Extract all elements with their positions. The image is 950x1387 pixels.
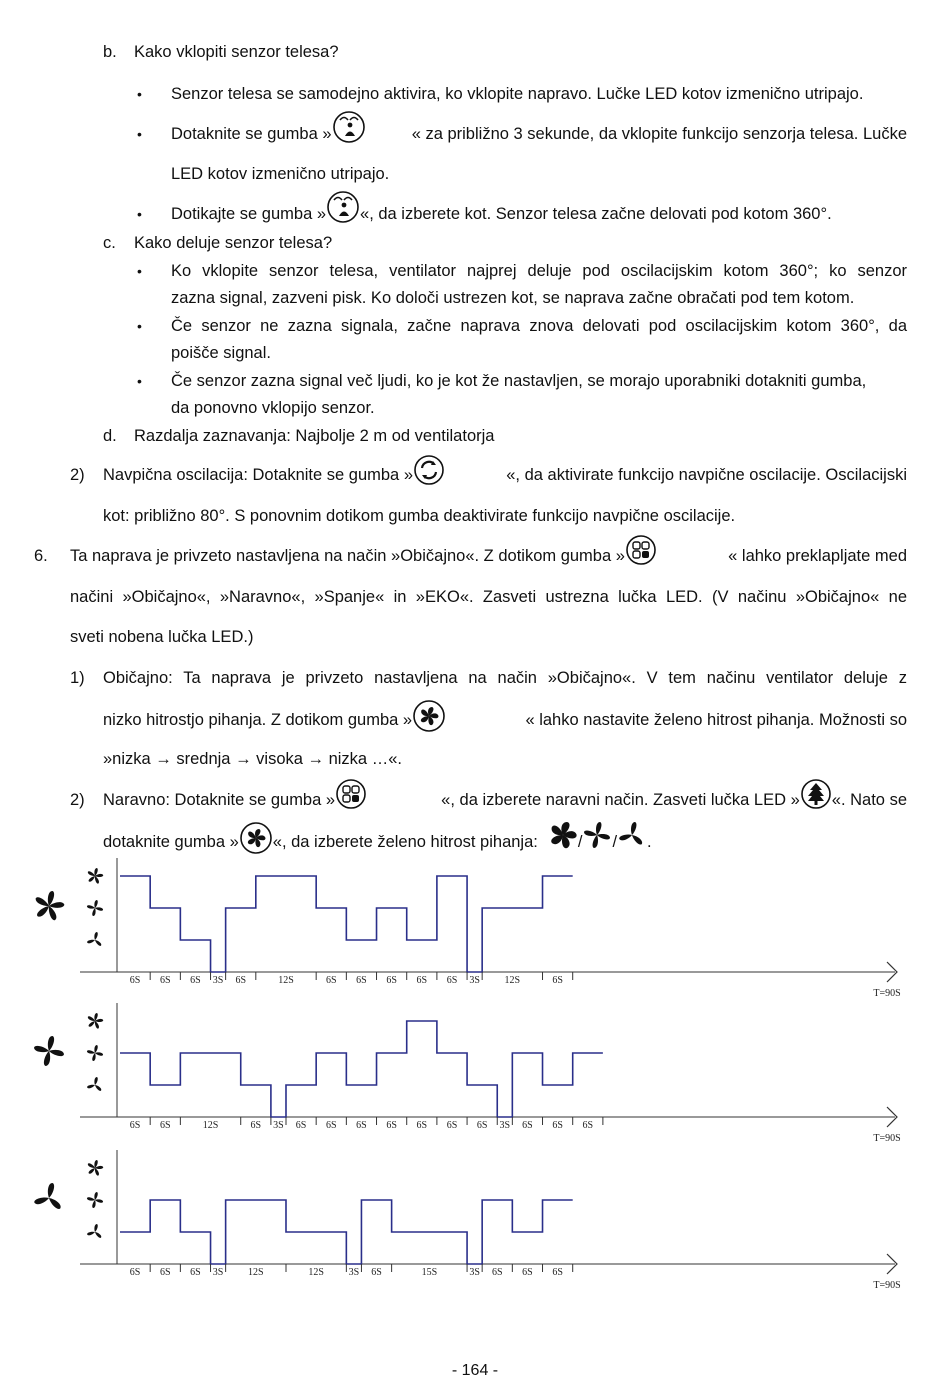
- fan-medium-icon: [87, 1045, 103, 1061]
- bullet: •: [137, 126, 142, 142]
- list-marker-1: 1): [70, 669, 85, 687]
- duration-label: 6S: [356, 975, 367, 986]
- paragraph-6-cont: načini »Običajno«, »Naravno«, »Spanje« in »EKO«. Zasveti ustrezna lučka LED. (V načinu »Običajno« ne: [70, 588, 907, 606]
- list-marker-2b: 2): [70, 791, 85, 809]
- mode-icon: [625, 534, 657, 566]
- duration-label: 6S: [235, 975, 247, 986]
- duration-label: 6S: [491, 1267, 503, 1278]
- paragraph-oscillation: [103, 464, 907, 486]
- duration-label: 12S: [202, 1120, 219, 1131]
- paragraph-d: Razdalja zaznavanja: Najbolje 2 m od ventilatorja: [134, 427, 495, 445]
- duration-label: 6S: [386, 975, 397, 986]
- paragraph-normal-cont2: »nizka → srednja → visoka → nizka …«.: [103, 750, 402, 768]
- bullet: •: [137, 86, 142, 102]
- fan-high-icon: [34, 891, 64, 921]
- period: .: [647, 833, 652, 851]
- duration-label: 6S: [129, 1267, 141, 1278]
- list-marker-b: b.: [103, 43, 117, 61]
- duration-label: 3S: [469, 975, 480, 986]
- text: «, da izberete kot. Senzor telesa začne delovati pod kotom 360°.: [360, 205, 832, 223]
- duration-label: 3S: [273, 1120, 284, 1131]
- speed-signal-line: [120, 1200, 573, 1264]
- fan-speed-icon: [412, 699, 446, 733]
- duration-label: 12S: [504, 975, 521, 986]
- duration-label: 3S: [348, 1267, 360, 1278]
- duration-label: 6S: [129, 975, 141, 986]
- fan-low-icon: [87, 932, 103, 946]
- paragraph-b2: [171, 123, 907, 145]
- duration-label: 6S: [325, 1120, 337, 1131]
- timing-chart-medium: [25, 1003, 925, 1143]
- paragraph-6-cont2: sveti nobena lučka LED.): [70, 628, 254, 646]
- duration-label: 6S: [295, 1120, 307, 1131]
- paragraph-c3: Če senzor zazna signal več ljudi, ko je kot že nastavljen, se morajo uporabniki dotakniti gumba,: [171, 372, 867, 390]
- fan-low-icon: [87, 1224, 103, 1238]
- duration-label: 6S: [250, 1120, 262, 1131]
- total-time-label: T=90S: [873, 988, 901, 998]
- duration-label: 3S: [212, 975, 224, 986]
- list-marker-2: 2): [70, 466, 85, 484]
- text: dotaknite gumba »: [103, 833, 239, 851]
- paragraph-c2-cont: poišče signal.: [171, 344, 271, 362]
- duration-label: 6S: [552, 1267, 563, 1278]
- list-marker-d: d.: [103, 427, 117, 445]
- timing-chart-low: [25, 1150, 925, 1290]
- vertical-oscillation-icon: [413, 454, 445, 486]
- fan-medium-icon: [87, 900, 103, 916]
- bullet: •: [137, 206, 142, 222]
- paragraph-natural: [103, 789, 907, 811]
- paragraph-natural-cont: [103, 829, 652, 855]
- fan-high-icon: [87, 1160, 103, 1176]
- paragraph-6: [70, 545, 907, 567]
- list-marker-c: c.: [103, 234, 116, 252]
- duration-label: 3S: [212, 1267, 224, 1278]
- text: Naravno: Dotaknite se gumba »: [103, 791, 336, 809]
- duration-label: 6S: [552, 1120, 563, 1131]
- speed-signal-line: [120, 876, 573, 972]
- paragraph-b1: Senzor telesa se samodejno aktivira, ko vklopite napravo. Lučke LED kotov izmenično utripajo.: [171, 85, 864, 103]
- fan-low-icon: [87, 1077, 103, 1091]
- text: « lahko preklapljate med: [728, 547, 907, 565]
- duration-label: 6S: [582, 1120, 594, 1131]
- paragraph-c3-cont: da ponovno vklopijo senzor.: [171, 399, 375, 417]
- slash: /: [577, 833, 583, 851]
- fan-medium-icon: [34, 1036, 64, 1066]
- duration-label: 6S: [446, 975, 458, 986]
- mode-icon: [335, 778, 367, 810]
- list-marker-6: 6.: [34, 547, 48, 565]
- bullet: •: [137, 318, 142, 334]
- duration-label: 6S: [159, 1120, 171, 1131]
- bullet: •: [137, 263, 142, 279]
- fan-low-icon: [33, 1183, 62, 1210]
- duration-label: 6S: [552, 975, 563, 986]
- duration-label: 6S: [159, 975, 171, 986]
- duration-label: 6S: [416, 1120, 428, 1131]
- text: « lahko nastavite želeno hitrost pihanja. Možnosti so: [525, 711, 907, 729]
- paragraph-c1-cont: zazna signal, zazveni pisk. Ko določi ustrezen kot, se naprava začne obračati pod tem kotom.: [171, 289, 855, 307]
- speed-signal-line: [120, 1021, 603, 1117]
- text: Dotaknite se gumba »: [171, 125, 332, 143]
- total-time-label: T=90S: [873, 1280, 901, 1290]
- text: Ta naprava je privzeto nastavljena na način »Običajno«. Z dotikom gumba »: [70, 547, 625, 565]
- duration-label: 3S: [469, 1267, 480, 1278]
- timing-chart-high: [25, 858, 925, 998]
- text: Navpična oscilacija: Dotaknite se gumba »: [103, 466, 413, 484]
- fan-high-icon: [87, 868, 103, 884]
- duration-label: 12S: [278, 975, 294, 986]
- paragraph-normal-cont: [103, 707, 907, 733]
- paragraph-c1: Ko vklopite senzor telesa, ventilator najprej deluje pod oscilacijskim kotom 360°; ko senzor: [171, 262, 907, 280]
- duration-label: 6S: [476, 1120, 488, 1131]
- text: «. Nato se: [831, 791, 907, 809]
- slash: /: [612, 833, 618, 851]
- total-time-label: T=90S: [873, 1133, 901, 1143]
- duration-label: 12S: [308, 1267, 324, 1278]
- duration-label: 6S: [159, 1267, 171, 1278]
- text: Dotikajte se gumba »: [171, 205, 327, 223]
- paragraph-c2: Če senzor ne zazna signala, začne naprava znova delovati pod oscilacijskim kotom 360°, da: [171, 317, 907, 335]
- duration-label: 6S: [416, 975, 428, 986]
- duration-label: 6S: [356, 1120, 367, 1131]
- fan-high-icon: [87, 1013, 103, 1029]
- duration-label: 6S: [522, 1120, 533, 1131]
- duration-label: 6S: [129, 1120, 141, 1131]
- duration-label: 12S: [248, 1267, 264, 1278]
- paragraph-oscillation-cont: kot: približno 80°. S ponovnim dotikom gumba deaktivirate funkcijo navpične oscilacije.: [103, 507, 736, 525]
- fan-medium-icon: [582, 820, 612, 850]
- duration-label: 6S: [190, 1267, 201, 1278]
- heading-c: Kako deluje senzor telesa?: [134, 234, 333, 252]
- body-sensor-icon: [326, 190, 360, 224]
- heading-b: Kako vklopiti senzor telesa?: [134, 43, 339, 61]
- fan-speed-icon: [239, 821, 273, 855]
- duration-label: 6S: [325, 975, 337, 986]
- fan-low-icon: [617, 820, 647, 850]
- tree-icon: [800, 778, 832, 810]
- text: nizko hitrostjo pihanja. Z dotikom gumba »: [103, 711, 413, 729]
- duration-label: 6S: [190, 975, 201, 986]
- fan-high-icon: [548, 820, 578, 850]
- paragraph-normal: Običajno: Ta naprava je privzeto nastavljena na način »Običajno«. V tem načinu ventilator deluje z: [103, 669, 907, 687]
- body-sensor-icon: [332, 110, 366, 144]
- bullet: •: [137, 373, 142, 389]
- text: « za približno 3 sekunde, da vklopite funkcijo senzorja telesa. Lučke: [411, 125, 907, 143]
- paragraph-b2-cont: LED kotov izmenično utripajo.: [171, 165, 390, 183]
- text: «, da izberete želeno hitrost pihanja:: [272, 833, 538, 851]
- text: «, da izberete naravni način. Zasveti lučka LED »: [441, 791, 800, 809]
- paragraph-b3: [171, 203, 832, 225]
- text: «, da aktivirate funkcijo navpične oscilacije. Oscilacijski: [506, 466, 907, 484]
- duration-label: 6S: [522, 1267, 533, 1278]
- duration-label: 6S: [371, 1267, 382, 1278]
- duration-label: 3S: [499, 1120, 511, 1131]
- fan-medium-icon: [87, 1192, 103, 1208]
- duration-label: 15S: [421, 1267, 438, 1278]
- page-number: - 164 -: [451, 1362, 499, 1379]
- duration-label: 6S: [386, 1120, 397, 1131]
- duration-label: 6S: [446, 1120, 458, 1131]
